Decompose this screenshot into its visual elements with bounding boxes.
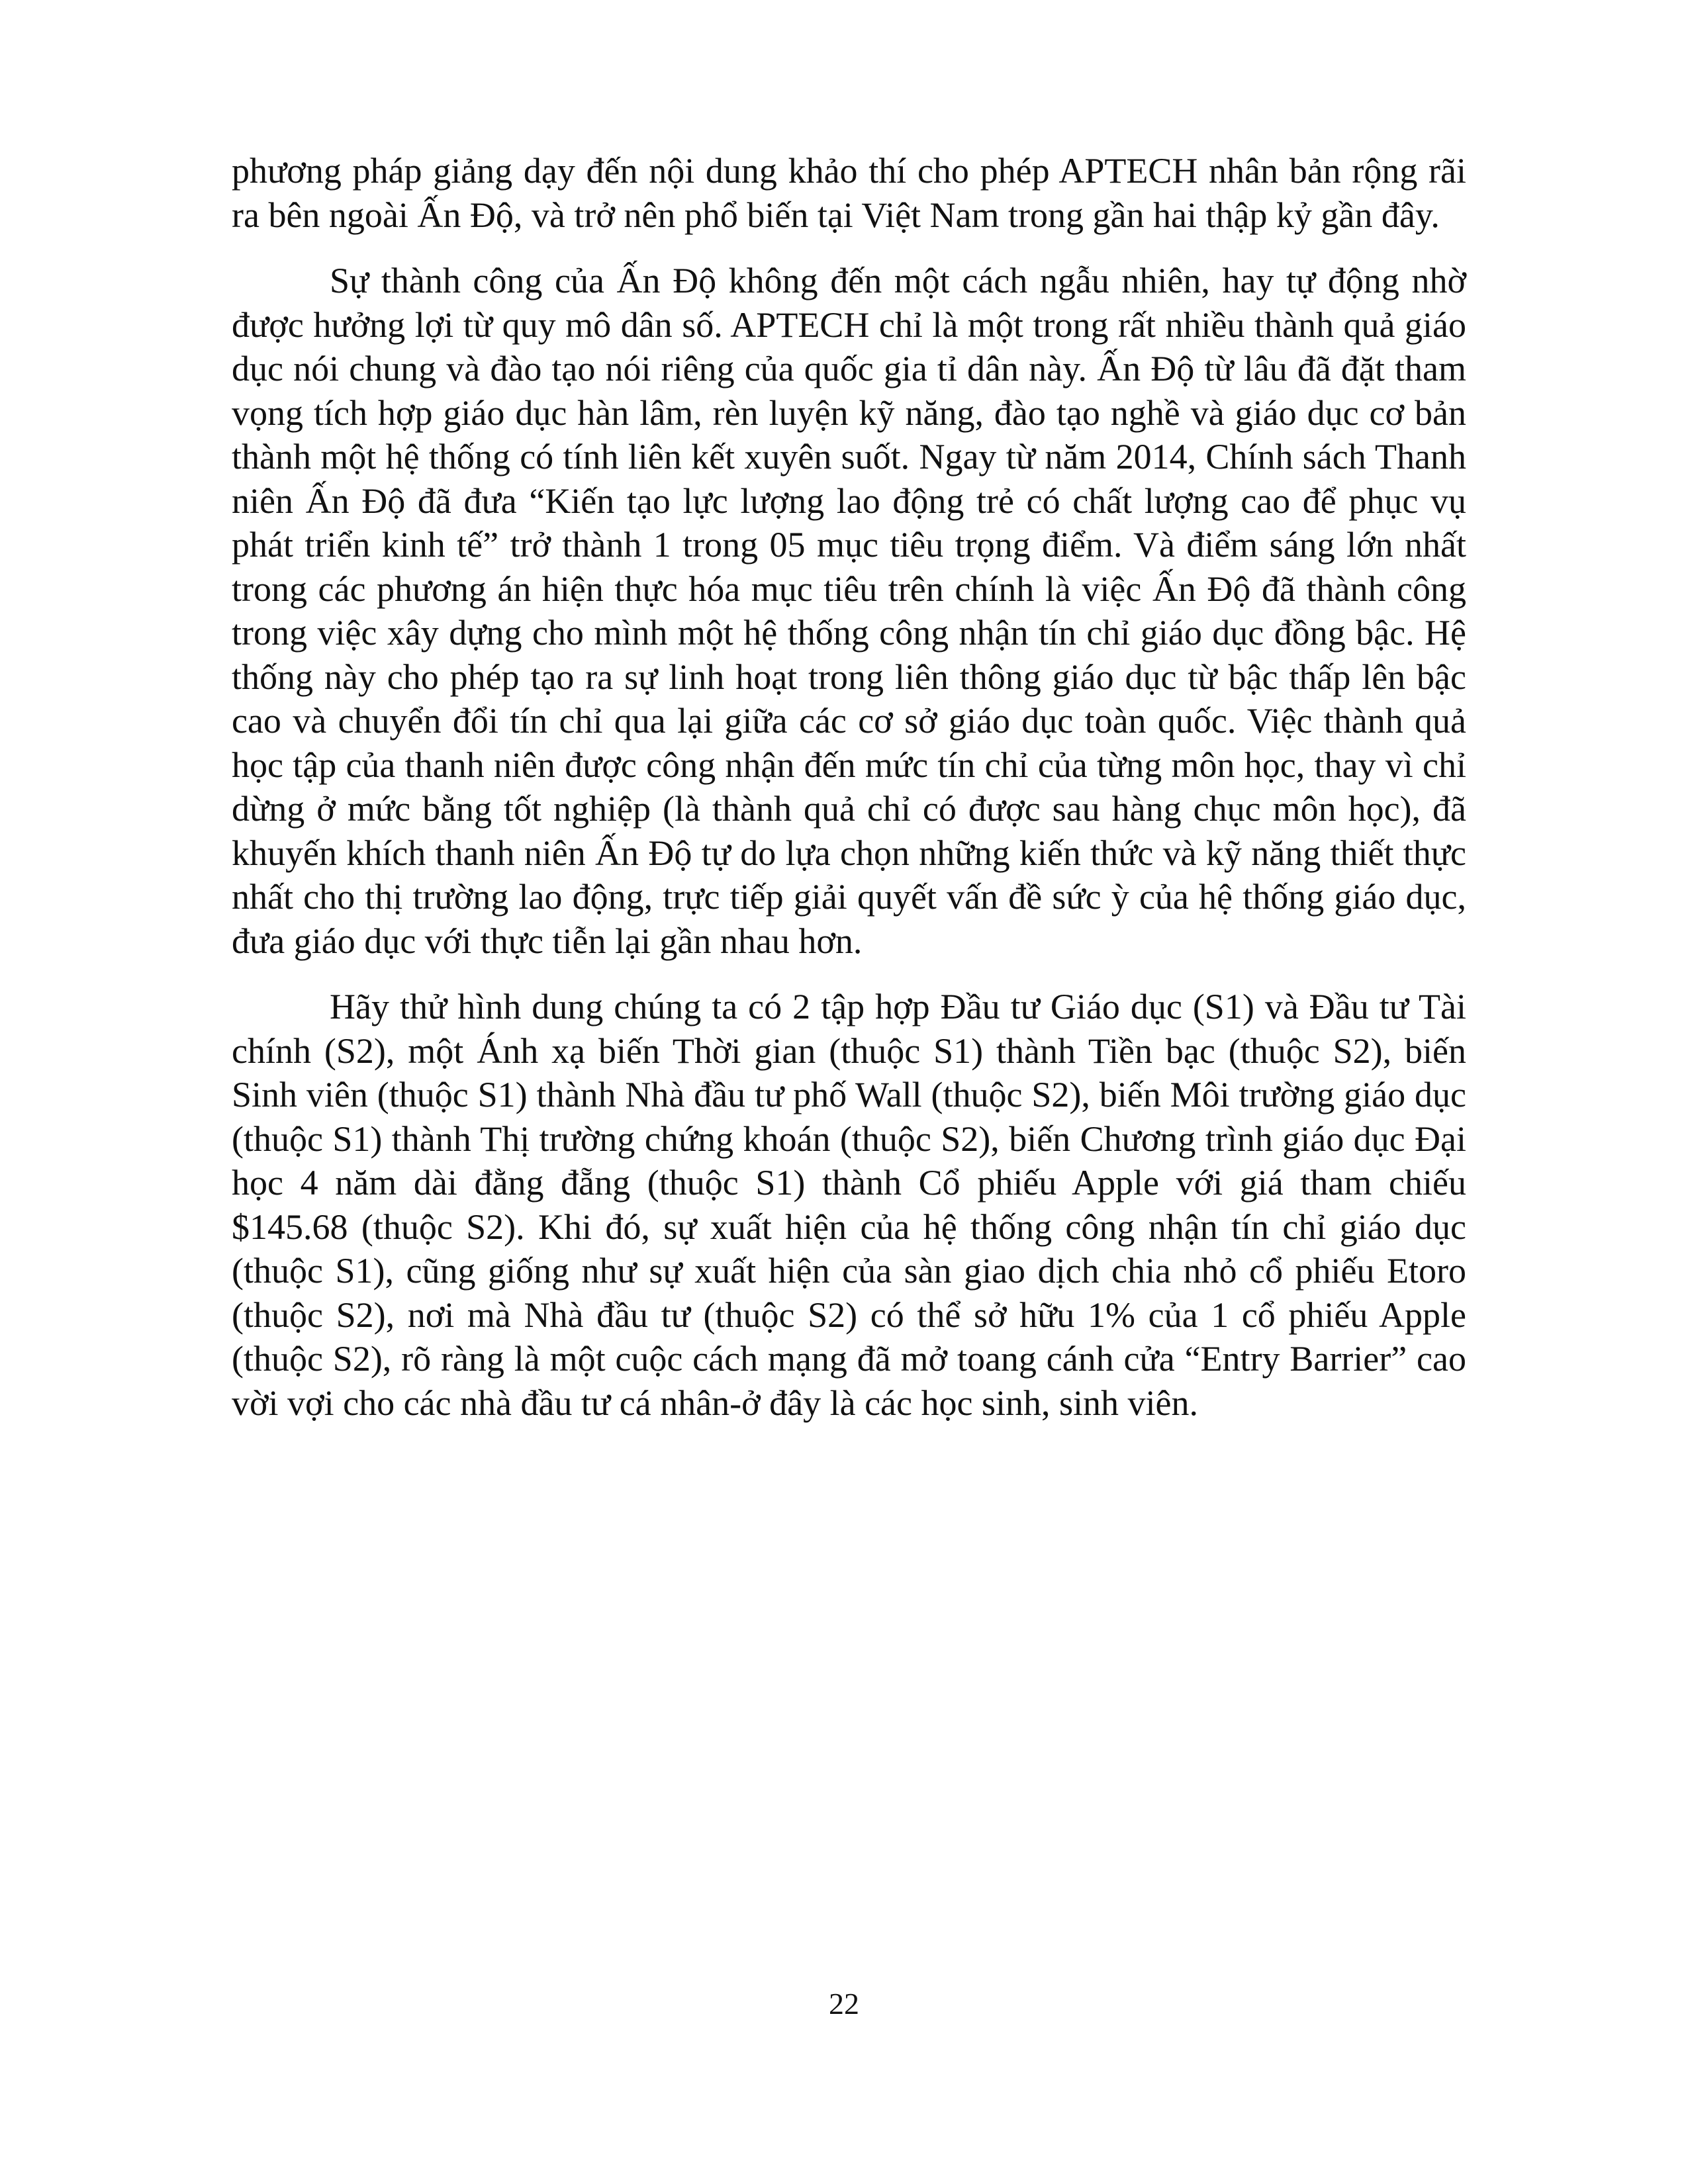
paragraph-investment-analogy: Hãy thử hình dung chúng ta có 2 tập hợp Đầu tư Giáo dục (S1) và Đầu tư Tài chính (S2), một Ánh xạ biến Thời gian (thuộc S1) thành Tiền bạc (thuộc S2), biến Sinh viên (thuộc S1) thành Nhà đầu tư phố Wall (thuộc S2), biến Môi trường giáo dục (thuộc S1) thành Thị trường chứng khoán (thuộc S2), biến Chương trình giáo dục Đại học 4 năm dài đằng đẵng (thuộc S1) thành Cổ phiếu Apple với giá tham chiếu $145.68 (thuộc S2). Khi đó, sự xuất hiện của hệ thống công nhận tín chỉ giáo dục (thuộc S1), cũng giống như sự xuất hiện của sàn giao dịch chia nhỏ cổ phiếu Etoro (thuộc S2), nơi mà Nhà đầu tư (thuộc S2) có thể sở hữu 1% của 1 cổ phiếu Apple (thuộc S2), rõ ràng là một cuộc cách mạng đã mở toang cánh cửa “Entry Barrier” cao vời vợi cho các nhà đầu tư cá nhân-ở đây là các học sinh, sinh viên. [232,987,1466,1423]
page-number: 22 [829,1987,859,2021]
paragraph-continuation: phương pháp giảng dạy đến nội dung khảo thí cho phép APTECH nhân bản rộng rãi ra bên ngoài Ấn Độ, và trở nên phổ biến tại Việt Nam trong gần hai thập kỷ gần đây. [232,151,1466,235]
paragraph-india-success: Sự thành công của Ấn Độ không đến một cách ngẫu nhiên, hay tự động nhờ được hưởng lợi từ quy mô dân số. APTECH chỉ là một trong rất nhiều thành quả giáo dục nói chung và đào tạo nói riêng của quốc gia tỉ dân này. Ấn Độ từ lâu đã đặt tham vọng tích hợp giáo dục hàn lâm, rèn luyện kỹ năng, đào tạo nghề và giáo dục cơ bản thành một hệ thống có tính liên kết xuyên suốt. Ngay từ năm 2014, Chính sách Thanh niên Ấn Độ đã đưa “Kiến tạo lực lượng lao động trẻ có chất lượng cao để phục vụ phát triển kinh tế” trở thành 1 trong 05 mục tiêu trọng điểm. Và điểm sáng lớn nhất trong các phương án hiện thực hóa mục tiêu trên chính là việc Ấn Độ đã thành công trong việc xây dựng cho mình một hệ thống công nhận tín chỉ giáo dục đồng bậc. Hệ thống này cho phép tạo ra sự linh hoạt trong liên thông giáo dục từ bậc thấp lên bậc cao và chuyển đổi tín chỉ qua lại giữa các cơ sở giáo dục toàn quốc. Việc thành quả học tập của thanh niên được công nhận đến mức tín chỉ của từng môn học, thay vì chỉ dừng ở mức bằng tốt nghiệp (là thành quả chỉ có được sau hàng chục môn học), đã khuyến khích thanh niên Ấn Độ tự do lựa chọn những kiến thức và kỹ năng thiết thực nhất cho thị trường lao động, trực tiếp giải quyết vấn đề sức ỳ của hệ thống giáo dục, đưa giáo dục với thực tiễn lại gần nhau hơn. [232,261,1466,961]
body-text [232,149,1466,1447]
